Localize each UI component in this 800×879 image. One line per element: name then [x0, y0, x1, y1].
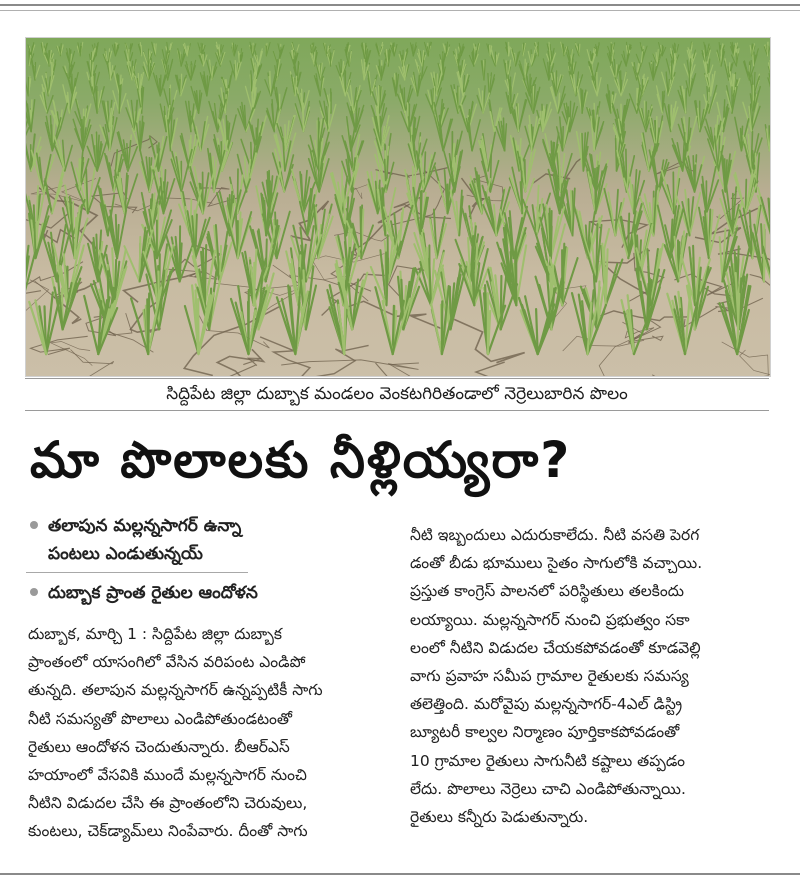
paddy-blade [106, 156, 114, 192]
paddy-clump [477, 86, 489, 113]
bullet-1-line-2: పంటలు ఎండుతున్నయ్‌ [48, 544, 203, 564]
paddy-clump [601, 244, 622, 306]
paddy-clump [26, 244, 36, 305]
paddy-clump [63, 60, 75, 80]
paddy-blade [347, 117, 351, 151]
soil-crack [388, 364, 460, 377]
article-line: హయాంలో వేసవికి ముందే మల్లన్నసాగర్‌ నుంచి [28, 766, 307, 785]
paddy-blade [489, 45, 490, 56]
bullet-divider [26, 572, 248, 573]
paddy-blade [673, 172, 674, 213]
soil-crack [722, 342, 769, 376]
paddy-clump [26, 72, 31, 96]
paddy-clump [385, 49, 391, 66]
paddy-blade [634, 308, 652, 354]
article-line: కుంటలు, చెక్‌డ్యామ్‌లు నింపేవారు. దీంతో సాగు [28, 822, 308, 841]
paddy-clump [702, 167, 719, 214]
caption-rule-bottom [25, 410, 769, 411]
paddy-clump [340, 71, 351, 96]
paddy-clump [526, 85, 540, 113]
article-line: డంతో బీడు భూములు సైతం సాగులోకి వచ్చాయి. [410, 554, 703, 573]
bullet-2 [26, 579, 396, 607]
paddy-clump [604, 189, 624, 236]
paddy-blade [65, 145, 72, 171]
paddy-clump [481, 59, 485, 80]
paddy-clump [207, 60, 217, 80]
article-column-right [410, 521, 775, 831]
bullet-1-continued [26, 540, 396, 568]
bullet-dot-icon [30, 521, 38, 529]
soil-crack [31, 336, 88, 354]
paddy-blade [582, 90, 583, 113]
paddy-clump [265, 42, 270, 56]
paddy-clump [510, 167, 535, 213]
paddy-blade [472, 120, 480, 151]
paddy-blade [344, 292, 345, 355]
soil-crack [224, 358, 261, 376]
paddy-clump [717, 49, 725, 66]
paddy-blade [88, 168, 95, 213]
article-line: దుబ్బాక, మార్చి 1 : సిద్దిపేట జిల్లా దుబ్బాక [28, 625, 283, 643]
paddy-clump [125, 49, 133, 66]
article-line: తలెత్తింది. మరోవైపు మల్లన్నసాగర్‌-4ఎల్‌ డిస్ట్రి [410, 695, 683, 714]
article-line: నీటిని విడుదల చేసి ఈ ప్రాంతంలోని చెరువులు, [28, 794, 308, 813]
bottom-rule [0, 873, 800, 875]
paddy-clump [166, 115, 178, 151]
article-line: 10 గ్రామాల రైతులు సాగునీటి కష్టాలు తప్పడం [410, 751, 685, 770]
paddy-clump [274, 85, 287, 113]
paddy-blade [630, 94, 637, 113]
paddy-blade [482, 91, 483, 113]
paddy-clump [768, 72, 770, 96]
paddy-clump [180, 134, 198, 171]
paddy-clump [511, 49, 520, 67]
paddy-blade [616, 139, 617, 171]
paddy-clump [678, 86, 686, 113]
paddy-blade [549, 61, 550, 80]
paddy-clump [241, 133, 261, 171]
paddy-clump [88, 230, 107, 281]
bullet-1 [26, 512, 396, 540]
paddy-clump [666, 59, 676, 80]
photo-caption: సిద్దిపేట జిల్లా దుబ్బాక మండలం వెంకటగిరితండాలో నెర్రెలుబారిన పొలం [166, 384, 628, 404]
paddy-clump [143, 59, 154, 80]
paddy-blade [356, 104, 357, 132]
soil-crack [359, 363, 392, 376]
paddy-blade [695, 165, 696, 192]
article-line: తున్నది. తలాపున మల్లన్నసాగర్‌ ఉన్నప్పటికీ సాగు [28, 681, 323, 700]
paddy-clump [523, 43, 526, 56]
paddy-blade [387, 263, 388, 305]
paddy-clump [488, 73, 495, 96]
paddy-blade [768, 78, 770, 96]
paddy-clump [504, 60, 511, 80]
paddy-clump [632, 62, 641, 80]
paddy-clump [392, 73, 398, 96]
paddy-clump [431, 286, 454, 354]
paddy-clump [426, 87, 442, 113]
article-line: నీటి సమస్యతో పొలాలు ఎండిపోతుండటంతో [28, 709, 293, 728]
paddy-clump [528, 50, 536, 66]
paddy-blade [720, 237, 723, 281]
paddy-blade [160, 75, 161, 96]
paddy-clump [451, 190, 463, 235]
paddy-clump [525, 116, 540, 151]
paddy-blade [443, 119, 451, 151]
article-line: లేదు. పొలాలు నెర్రెలు చాచి ఎండిపోతున్నాయి. [410, 779, 686, 798]
paddy-blade [421, 191, 422, 236]
paddy-clump [114, 71, 123, 96]
paddy-blade [97, 93, 98, 113]
paddy-clump [126, 100, 141, 132]
paddy-clump [171, 150, 192, 192]
paddy-clump [26, 100, 35, 132]
paddy-clump [487, 44, 492, 56]
article-line: నీటి ఇబ్బందులు ఎదురుకాలేదు. నీటి వసతి పెరగ [410, 526, 700, 544]
paddy-blade [437, 74, 438, 96]
paddy-clump [764, 42, 770, 56]
paddy-blade [303, 107, 309, 131]
paddy-clump [506, 42, 511, 56]
bullet-1-line-1: తలాపున మల్లన్నసాగర్‌ ఉన్నా [48, 516, 242, 536]
paddy-clump [424, 42, 431, 56]
paddy-clump [66, 49, 74, 67]
paddy-clump [391, 43, 398, 56]
paddy-clump [399, 60, 409, 80]
top-rule [0, 4, 800, 6]
paddy-clump [185, 60, 195, 80]
paddy-clump [176, 74, 187, 96]
paddy-clump [577, 87, 587, 113]
paddy-blade [719, 43, 720, 57]
paddy-blade [147, 299, 148, 354]
paddy-clump [232, 43, 238, 56]
headline: మా పొలాలకు నీళ్లియ్యరా? [30, 431, 572, 489]
paddy-clump [371, 250, 388, 305]
paddy-clump [178, 49, 186, 67]
paddy-clump [649, 61, 658, 80]
paddy-blade [657, 95, 662, 114]
article-line: బ్యూటరీ కాల్వల నిర్మాణం పూర్తికాకపోవడంతో [410, 723, 680, 742]
paddy-clump [77, 42, 83, 56]
paddy-clump [112, 43, 119, 56]
paddy-clump [637, 101, 652, 131]
paddy-field-illustration [26, 38, 770, 376]
paddy-clump [275, 59, 282, 80]
paddy-clump [373, 116, 390, 151]
paddy-clump [309, 149, 329, 192]
paddy-clump [765, 118, 770, 151]
paddy-clump [250, 42, 256, 56]
bullet-2-line-1: దుబ్బాక ప్రాంత రైతుల ఆందోళన [48, 583, 258, 603]
paddy-clump [725, 59, 734, 80]
paddy-blade [360, 207, 361, 258]
paddy-blade [249, 291, 267, 354]
paddy-clump [491, 50, 499, 66]
soil-crack [648, 375, 682, 376]
paddy-plants [26, 42, 770, 354]
paddy-blade [652, 64, 653, 80]
highlight-bullets [26, 512, 396, 607]
paddy-blade [97, 132, 98, 171]
paddy-blade [636, 269, 647, 330]
article-column-left [28, 620, 388, 846]
paddy-clump [743, 101, 760, 131]
paddy-clump [418, 49, 426, 66]
paddy-blade [68, 92, 70, 113]
paddy-clump [376, 42, 383, 56]
paddy-clump [73, 117, 91, 151]
paddy-clump [138, 43, 141, 57]
bullet-dot-icon [30, 588, 38, 596]
paddy-blade [768, 42, 769, 56]
paddy-clump [63, 85, 77, 113]
news-photo [25, 37, 771, 377]
paddy-clump [376, 59, 385, 80]
article-line: వాగు ప్రవాహ సమీప గ్రామాల రైతులకు సమస్య [410, 667, 689, 686]
paddy-clump [87, 132, 107, 171]
top-rule-thin [0, 10, 800, 11]
paddy-blade [745, 61, 750, 80]
paddy-clump [295, 101, 309, 131]
paddy-blade [556, 71, 557, 96]
paddy-clump [467, 116, 481, 151]
paddy-blade [110, 62, 111, 80]
article-line: ప్రాంతంలో యాసంగిలో వేసిన వరిపంట ఎండిపో [28, 653, 306, 672]
paddy-clump [410, 43, 416, 56]
article-line: లంలో నీటిని విడుదల చేయకపోవడంతో కూడవెల్లి [410, 638, 701, 657]
paddy-blade [753, 55, 754, 66]
paddy-blade [662, 171, 674, 214]
paddy-clump [640, 186, 659, 236]
paddy-blade [642, 134, 649, 171]
paddy-clump [31, 59, 40, 80]
article-line: ప్రస్తుత కాంగ్రెస్‌ పాలనలో పరిస్థితులు తలకిందు [410, 582, 685, 601]
paddy-clump [687, 50, 696, 67]
paddy-blade [141, 45, 142, 56]
paddy-blade [316, 78, 320, 96]
paddy-blade [285, 125, 286, 151]
paddy-clump [113, 85, 126, 114]
paddy-blade [297, 61, 298, 80]
paddy-clump [453, 49, 461, 66]
paddy-blade [594, 63, 598, 80]
caption-rule-top [25, 378, 769, 379]
paddy-clump [200, 72, 209, 96]
soil-crack [441, 362, 505, 376]
paddy-clump [657, 86, 665, 113]
paddy-clump [665, 102, 678, 132]
paddy-clump [57, 44, 64, 56]
article-line: లయ్యాయి. మల్లన్నసాగర్‌ నుంచి ప్రభుత్వం సకా [410, 610, 690, 629]
soil-crack [740, 350, 770, 376]
article-line: రైతులు ఆందోళన చెందుతున్నారు. బీఆర్‌ఎస్‌ [28, 737, 290, 756]
paddy-clump [54, 137, 72, 171]
soil-crack [750, 275, 770, 311]
paddy-blade [594, 110, 595, 131]
paddy-clump [575, 43, 580, 56]
soil-crack [260, 337, 310, 376]
paddy-clump [398, 85, 413, 113]
article-line: రైతులు కన్నీరు పెడుతున్నారు. [410, 808, 589, 827]
